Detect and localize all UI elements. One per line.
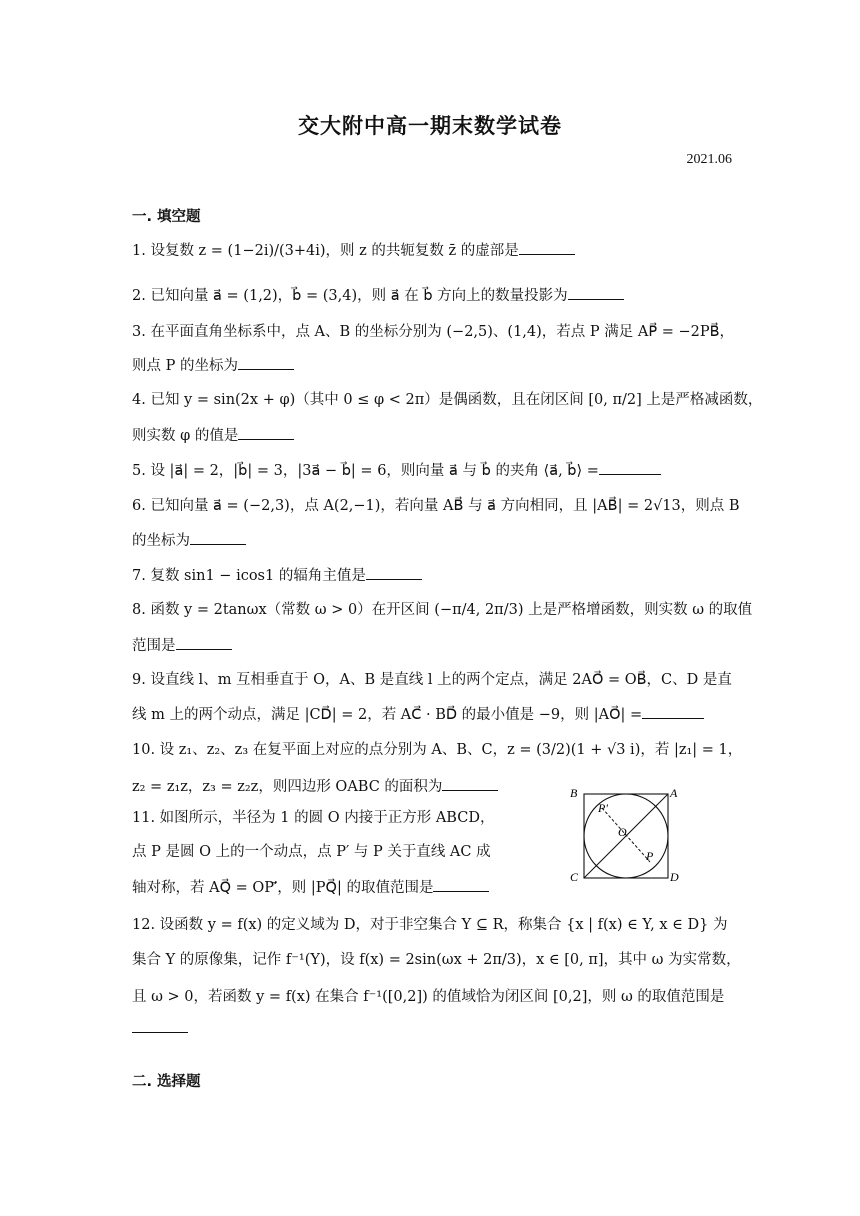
fig-label-D: D bbox=[670, 870, 679, 884]
question-3-cont: 则点 P 的坐标为 bbox=[132, 355, 294, 376]
fig-label-Pp: P′ bbox=[598, 801, 608, 815]
fig-label-P: P bbox=[646, 849, 654, 863]
question-6: 6. 已知向量 a⃗ = (−2,3)，点 A(2,−1)，若向量 AB⃗ 与 a⃗ 方向相同，且 |AB⃗| = 2√13，则点 B bbox=[132, 498, 740, 514]
question-2: 2. 已知向量 a⃗ = (1,2)，b⃗ = (3,4)，则 a⃗ 在 b⃗ 方向上的数量投影为 bbox=[132, 285, 624, 306]
question-11-line2: 点 P 是圆 O 上的一个动点，点 P′ 与 P 关于直线 AC 成 bbox=[132, 844, 491, 860]
question-1: 1. 设复数 z = (1−2i)/(3+4i)，则 z 的共轭复数 z̄ 的虚部是 bbox=[132, 240, 575, 261]
question-9-cont: 线 m 上的两个动点，满足 |CD⃗| = 2，若 AC⃗ · BD⃗ 的最小值是 −9，则 |AO⃗| = bbox=[132, 704, 704, 725]
question-12-answer-blank bbox=[132, 1018, 188, 1039]
question-12-line3: 且 ω > 0，若函数 y = f(x) 在集合 f⁻¹([0,2]) 的值域恰为闭区间 [0,2]，则 ω 的取值范围是 bbox=[132, 989, 725, 1005]
question-9: 9. 设直线 l、m 互相垂直于 O，A、B 是直线 l 上的两个定点，满足 2AO⃗ = OB⃗，C、D 是直 bbox=[132, 672, 732, 688]
question-11: 11. 如图所示，半径为 1 的圆 O 内接于正方形 ABCD， bbox=[132, 810, 495, 826]
question-4-cont: 则实数 φ 的值是 bbox=[132, 425, 294, 446]
section-choice-heading: 二. 选择题 bbox=[132, 1074, 201, 1090]
question-5: 5. 设 |a⃗| = 2，|b⃗| = 3，|3a⃗ − b⃗| = 6，则向量 a⃗ 与 b⃗ 的夹角 ⟨a⃗, b⃗⟩ = bbox=[132, 460, 661, 481]
question-6-cont: 的坐标为 bbox=[132, 530, 246, 551]
question-11-line3: 轴对称，若 AQ⃗ = OP′⃗，则 |PQ⃗| 的取值范围是 bbox=[132, 877, 489, 898]
question-3: 3. 在平面直角坐标系中，点 A、B 的坐标分别为 (−2,5)、(1,4)，若点 P 满足 AP⃗ = −2PB⃗， bbox=[132, 324, 735, 340]
question-12: 12. 设函数 y = f(x) 的定义域为 D，对于非空集合 Y ⊆ R，称集合 {x | f(x) ∈ Y, x ∈ D} 为 bbox=[132, 917, 728, 933]
section-fill-heading: 一. 填空题 bbox=[132, 209, 201, 225]
question-10-cont: z₂ = z₁z，z₃ = z₂z，则四边形 OABC 的面积为 bbox=[132, 776, 498, 797]
question-8: 8. 函数 y = 2tanωx（常数 ω > 0）在开区间 (−π/4, 2π/3) 上是严格增函数，则实数 ω 的取值 bbox=[132, 602, 753, 618]
question-7: 7. 复数 sin1 − icos1 的辐角主值是 bbox=[132, 565, 422, 586]
square-circle-figure bbox=[566, 782, 686, 884]
question-8-cont: 范围是 bbox=[132, 635, 232, 656]
question-4: 4. 已知 y = sin(2x + φ)（其中 0 ≤ φ < 2π）是偶函数，且在闭区间 [0, π/2] 上是严格减函数， bbox=[132, 392, 763, 408]
question-10: 10. 设 z₁、z₂、z₃ 在复平面上对应的点分别为 A、B、C，z = (3/2)(1 + √3 i)，若 |z₁| = 1， bbox=[132, 742, 743, 758]
fig-label-O: O bbox=[618, 825, 627, 839]
fig-label-B: B bbox=[570, 786, 578, 800]
fig-label-A: A bbox=[670, 786, 678, 800]
question-12-line2: 集合 Y 的原像集，记作 f⁻¹(Y)，设 f(x) = 2sin(ωx + 2π/3)，x ∈ [0, π]，其中 ω 为实常数， bbox=[132, 952, 741, 968]
exam-date: 2021.06 bbox=[686, 152, 732, 167]
fig-label-C: C bbox=[570, 870, 579, 884]
page-title: 交大附中高一期末数学试卷 bbox=[298, 114, 562, 138]
